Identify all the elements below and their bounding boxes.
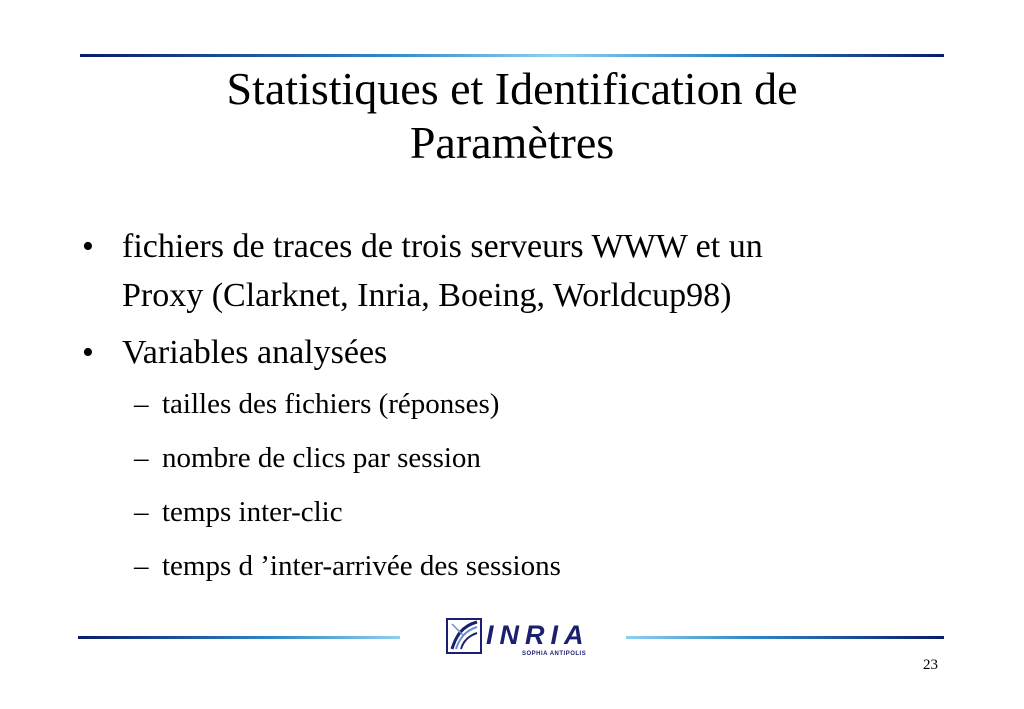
slide-title-line1: Statistiques et Identification de — [226, 63, 798, 114]
sub-bullet-marker: – — [134, 388, 149, 420]
bullet-marker: • — [82, 334, 94, 371]
sub-bullet-text: temps d ’inter-arrivée des sessions — [162, 550, 561, 582]
sub-bullet-item — [82, 485, 942, 539]
sub-bullet-item — [82, 431, 942, 485]
bottom-divider-left — [78, 636, 400, 639]
top-divider — [80, 54, 944, 57]
slide-title-line2: Paramètres — [409, 117, 615, 168]
bullet-text-line2: Proxy (Clarknet, Inria, Boeing, Worldcup98) — [122, 277, 732, 314]
sub-bullet-marker: – — [134, 496, 149, 528]
sub-bullet-text: nombre de clics par session — [162, 442, 481, 474]
bottom-divider-right — [626, 636, 944, 639]
logo-subtitle: SOPHIA ANTIPOLIS — [522, 651, 587, 657]
sub-bullet-marker: – — [134, 550, 149, 582]
sub-bullet-marker: – — [134, 442, 149, 474]
bullet-marker: • — [82, 228, 94, 265]
bullet-item — [82, 222, 942, 320]
sub-bullet-item — [82, 539, 942, 593]
inria-logo-icon — [444, 616, 484, 656]
sub-bullet-text: temps inter-clic — [162, 496, 343, 528]
bullet-text: Variables analysées — [122, 334, 388, 371]
inria-logo — [444, 614, 604, 664]
slide-content — [82, 222, 942, 593]
sub-bullet-item — [82, 377, 942, 431]
sub-bullet-text: tailles des fichiers (réponses) — [162, 388, 500, 420]
page-number: 23 — [923, 657, 938, 673]
sub-bullet-list — [82, 377, 942, 593]
logo-wordmark: INRIA — [486, 620, 590, 650]
slide-title — [80, 62, 944, 170]
bullet-text-line1: fichiers de traces de trois serveurs WWW et un — [122, 228, 763, 265]
bullet-item — [82, 328, 942, 377]
